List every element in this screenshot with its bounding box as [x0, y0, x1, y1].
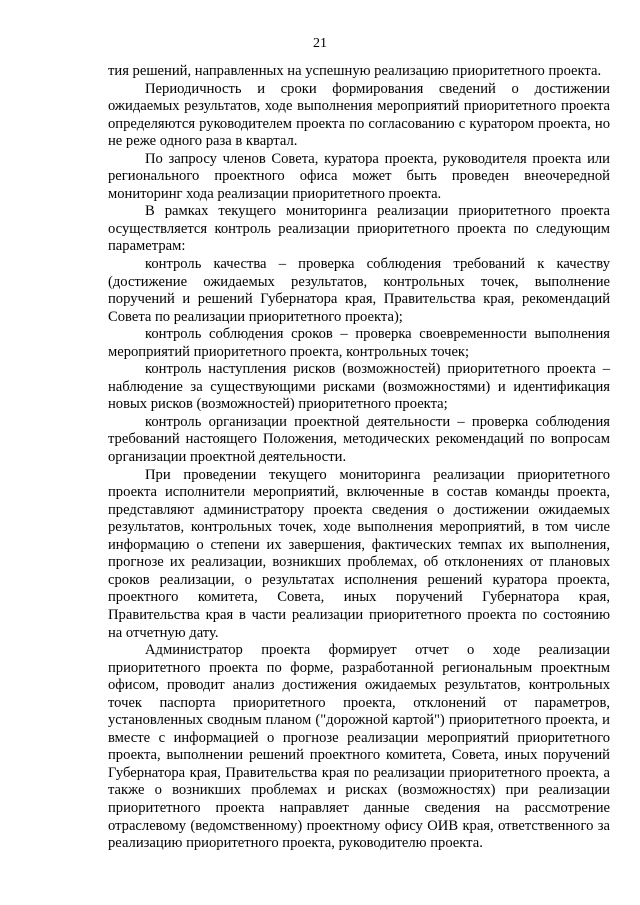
- paragraph-continuation: тия решений, направленных на успешную реализацию приоритетного проекта.: [108, 63, 602, 79]
- paragraph-monitoring-frequency: Периодичность и сроки формирования сведений о достижении ожидаемых результатов, ходе выполнения мероприятий приоритетного проекта определяются руководителем проекта по согласованию с куратором проекта, но не реже одного раза в квартал.: [108, 80, 610, 150]
- list-item-deadline-control: контроль соблюдения сроков – проверка своевременности выполнения мероприятий приоритетного проекта, контрольных точек;: [108, 326, 610, 360]
- list-item-quality-control: контроль качества – проверка соблюдения требований к качеству (достижение ожидаемых результатов, контрольных точек, выполнение поручений и решений Губернатора края, Правительства края, рекомендаций Совета по реализации приоритетного проекта);: [108, 256, 610, 325]
- page-number: 21: [313, 36, 327, 51]
- list-item-organization-control: контроль организации проектной деятельности – проверка соблюдения требований настоящего Положения, методических рекомендаций по вопросам организации проектной деятельности.: [108, 413, 610, 466]
- list-item-risk-control: контроль наступления рисков (возможностей) приоритетного проекта – наблюдение за существующими рисками (возможностями) и идентификация новых рисков (возможностей) приоритетного проекта;: [108, 361, 610, 413]
- document-body: [108, 63, 610, 853]
- paragraph-executors-reporting: При проведении текущего мониторинга реализации приоритетного проекта исполнители мероприятий, включенные в состав команды проекта, представляют администратору проекта сведения о достижении ожидаемых результатов, контрольных точек, ходе выполнения мероприятий, в том числе информацию о степени их завершения, фактических темпах их выполнения, прогнозе их реализации, возникших проблемах, об отклонениях от плановых сроков реализации, о результатах исполнения решений куратора проекта, проектного комитета, Совета, иных поручений Губернатора края, Правительства края в части реализации приоритетного проекта по состоянию на отчетную дату.: [108, 466, 610, 641]
- paragraph-administrator-report: Администратор проекта формирует отчет о ходе реализации приоритетного проекта по форме, разработанной региональным проектным офисом, проводит анализ достижения ожидаемых результатов, контрольных точек паспорта приоритетного проекта, отклонений от параметров, установленных сводным планом ("дорожной картой") приоритетного проекта, и вместе с информацией о прогнозе реализации мероприятий приоритетного проекта, выполнении решений проектного комитета, Совета, иных поручений Губернатора края, Правительства края по реализации приоритетного проекта, а также о возникших проблемах и рисках (возможностях) при реализации приоритетного проекта направляет данные сведения на рассмотрение отраслевому (ведомственному) проектному офису ОИВ края, ответственного за реализацию приоритетного проекта, руководителю проекта.: [108, 642, 610, 852]
- paragraph-extraordinary-monitoring: По запросу членов Совета, куратора проекта, руководителя проекта или регионального проектного офиса может быть проведен внеочередной мониторинг хода реализации приоритетного проекта.: [108, 150, 610, 202]
- paragraph-control-parameters: В рамках текущего мониторинга реализации приоритетного проекта осуществляется контроль реализации приоритетного проекта по следующим параметрам:: [108, 203, 610, 255]
